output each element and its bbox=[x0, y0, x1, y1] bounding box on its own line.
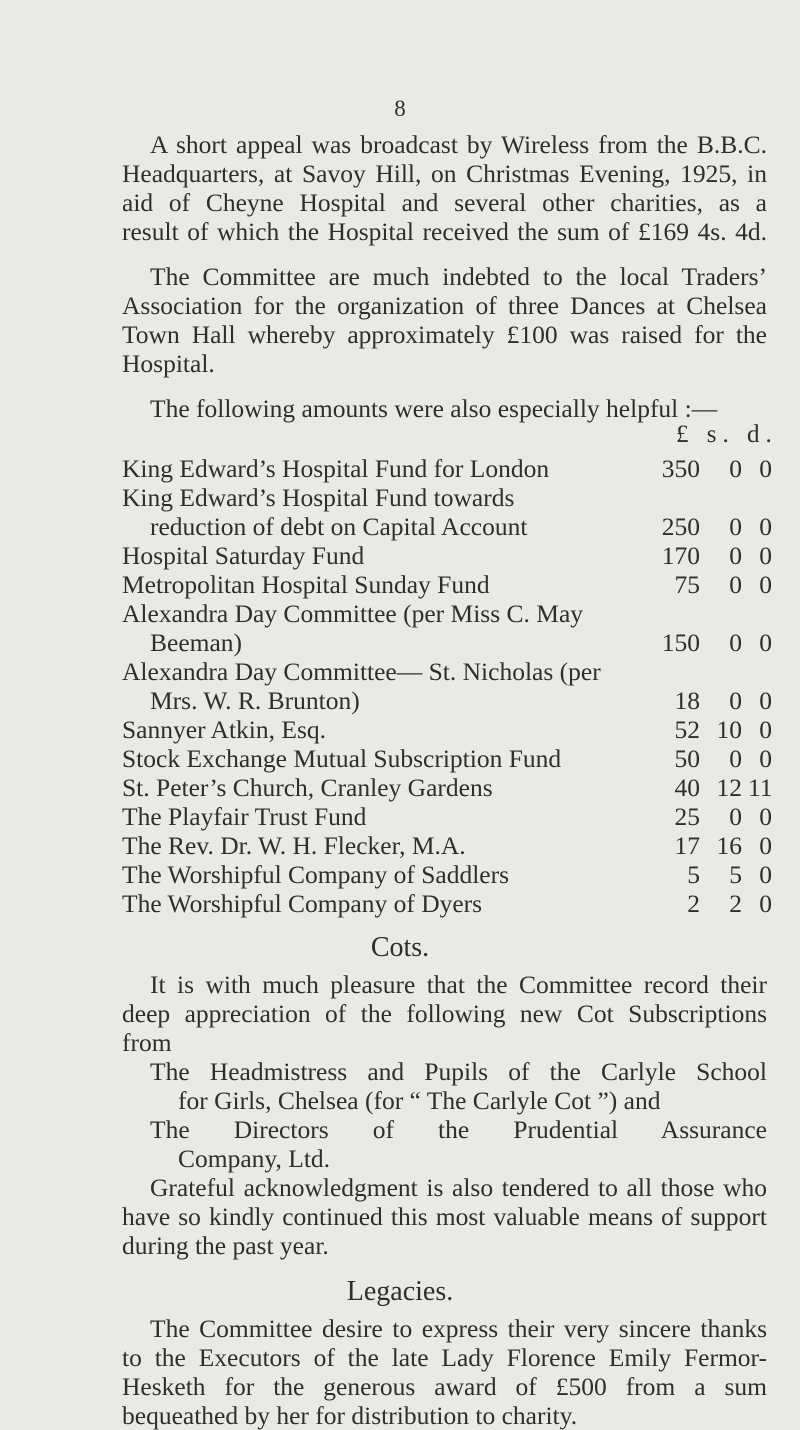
donation-shillings: 0 bbox=[729, 628, 742, 657]
paragraph-line: during the past year. bbox=[122, 1231, 329, 1260]
paragraph-line: Headquarters, at Savoy Hill, on Christmas Evening, 1925, in bbox=[122, 159, 767, 188]
currency-column-headers: £ s. d. bbox=[676, 421, 778, 448]
donation-row bbox=[122, 599, 772, 628]
donations-intro bbox=[122, 394, 767, 423]
paragraph-line: It is with much pleasure that the Committee record their bbox=[150, 970, 767, 999]
donation-row bbox=[122, 686, 772, 715]
cots-paragraph bbox=[122, 970, 767, 1057]
paragraph-line: have so kindly continued this most valuable means of support bbox=[122, 1202, 767, 1231]
cot-subscribers-list bbox=[122, 1057, 767, 1173]
paragraph-line: The Committee desire to express their very sincere thanks bbox=[150, 1314, 767, 1343]
donation-shillings: 12 bbox=[716, 773, 742, 802]
donation-label: Beeman) bbox=[150, 628, 243, 657]
donation-pence: 0 bbox=[759, 744, 772, 773]
donation-shillings: 0 bbox=[729, 570, 742, 599]
legacies-heading: Legacies. bbox=[346, 1276, 454, 1307]
paragraph-line: aid of Cheyne Hospital and several other charities, as a bbox=[122, 188, 767, 217]
donation-pounds: 2 bbox=[687, 889, 700, 918]
donation-label: Mrs. W. R. Brunton) bbox=[150, 686, 360, 715]
donation-label: Metropolitan Hospital Sunday Fund bbox=[122, 570, 490, 599]
donation-pence: 0 bbox=[759, 454, 772, 483]
paragraph-line: Hospital. bbox=[122, 349, 215, 378]
paragraph-line: from bbox=[122, 1028, 172, 1057]
donation-shillings: 0 bbox=[729, 686, 742, 715]
donation-pence: 11 bbox=[748, 773, 773, 802]
donation-label: The Rev. Dr. W. H. Flecker, M.A. bbox=[122, 831, 466, 860]
donation-shillings: 5 bbox=[729, 860, 742, 889]
donation-shillings: 16 bbox=[716, 831, 742, 860]
donation-label: Sannyer Atkin, Esq. bbox=[122, 715, 326, 744]
donation-row bbox=[122, 541, 772, 570]
donation-row bbox=[122, 860, 772, 889]
paragraph-line: Hesketh for the generous award of £500 from a sum bbox=[122, 1372, 767, 1401]
paragraph-line: Association for the organization of three Dances at Chelsea bbox=[122, 291, 767, 320]
donation-pence: 0 bbox=[759, 541, 772, 570]
donation-label: King Edward’s Hospital Fund towards bbox=[122, 483, 515, 512]
donation-label: The Playfair Trust Fund bbox=[122, 802, 367, 831]
donation-label: St. Peter’s Church, Cranley Gardens bbox=[122, 773, 493, 802]
donation-shillings: 0 bbox=[729, 744, 742, 773]
donation-pounds: 18 bbox=[674, 686, 700, 715]
donation-pounds: 170 bbox=[661, 541, 700, 570]
donation-row bbox=[122, 715, 772, 744]
donation-label: Hospital Saturday Fund bbox=[122, 541, 365, 570]
donation-pounds: 250 bbox=[661, 512, 700, 541]
donation-pounds: 52 bbox=[674, 715, 700, 744]
donation-pence: 0 bbox=[759, 715, 772, 744]
donation-pounds: 150 bbox=[661, 628, 700, 657]
donation-row bbox=[122, 454, 772, 483]
donation-label: reduction of debt on Capital Account bbox=[150, 512, 528, 541]
cot-subscriber-line: The Directors of the Prudential Assurance bbox=[150, 1115, 767, 1144]
donation-pence: 0 bbox=[759, 831, 772, 860]
donation-shillings: 0 bbox=[729, 541, 742, 570]
donation-shillings: 0 bbox=[729, 454, 742, 483]
donation-pounds: 75 bbox=[674, 570, 700, 599]
paragraph-line: to the Executors of the late Lady Florence Emily Fermor- bbox=[122, 1343, 767, 1372]
donation-row bbox=[122, 773, 772, 802]
donation-shillings: 0 bbox=[729, 802, 742, 831]
donation-pounds: 25 bbox=[674, 802, 700, 831]
donation-pence: 0 bbox=[759, 802, 772, 831]
donation-shillings: 2 bbox=[729, 889, 742, 918]
donation-row bbox=[122, 889, 772, 918]
traders-association-paragraph bbox=[122, 262, 767, 378]
cot-subscriber-line: Company, Ltd. bbox=[178, 1144, 331, 1173]
donation-label: Stock Exchange Mutual Subscription Fund bbox=[122, 744, 562, 773]
paragraph-line: The Committee are much indebted to the local Traders’ bbox=[150, 262, 767, 291]
cot-subscriber-line: for Girls, Chelsea (for “ The Carlyle Cot ”) and bbox=[178, 1086, 661, 1115]
paragraph-line: result of which the Hospital received the sum of £169 4s. 4d. bbox=[122, 217, 767, 246]
donation-pence: 0 bbox=[759, 686, 772, 715]
donation-pounds: 350 bbox=[661, 454, 700, 483]
donation-pence: 0 bbox=[759, 628, 772, 657]
donation-shillings: 10 bbox=[716, 715, 742, 744]
page-number: 8 bbox=[394, 96, 406, 121]
paragraph-line: deep appreciation of the following new Cot Subscriptions bbox=[122, 999, 767, 1028]
donation-pounds: 40 bbox=[674, 773, 700, 802]
donation-row bbox=[122, 628, 772, 657]
paragraph-line: A short appeal was broadcast by Wireless from the B.B.C. bbox=[150, 130, 767, 159]
donation-label: Alexandra Day Committee (per Miss C. May bbox=[122, 599, 584, 628]
cots-closing-paragraph bbox=[122, 1173, 767, 1260]
legacies-paragraph bbox=[122, 1314, 767, 1430]
donation-row bbox=[122, 744, 772, 773]
donation-row bbox=[122, 483, 772, 512]
donation-label: King Edward’s Hospital Fund for London bbox=[122, 454, 550, 483]
donation-pence: 0 bbox=[759, 860, 772, 889]
donation-row bbox=[122, 802, 772, 831]
paragraph-line: Grateful acknowledgment is also tendered to all those who bbox=[150, 1173, 767, 1202]
donation-pence: 0 bbox=[759, 570, 772, 599]
donation-row bbox=[122, 657, 772, 686]
donation-pounds: 17 bbox=[674, 831, 700, 860]
donation-shillings: 0 bbox=[729, 512, 742, 541]
cots-heading: Cots. bbox=[370, 932, 430, 963]
cot-subscriber-line: The Headmistress and Pupils of the Carlyle School bbox=[150, 1057, 767, 1086]
donation-label: Alexandra Day Committee— St. Nicholas (per bbox=[122, 657, 601, 686]
donation-pence: 0 bbox=[759, 512, 772, 541]
donation-pounds: 5 bbox=[687, 860, 700, 889]
donation-pounds: 50 bbox=[674, 744, 700, 773]
paragraph-line: bequeathed by her for distribution to charity. bbox=[122, 1401, 578, 1430]
donation-row bbox=[122, 831, 772, 860]
paragraph-line: Town Hall whereby approximately £100 was raised for the bbox=[122, 320, 767, 349]
donation-row bbox=[122, 570, 772, 599]
donations-intro-line: The following amounts were also especially helpful :— bbox=[150, 394, 718, 423]
donation-label: The Worshipful Company of Dyers bbox=[122, 889, 483, 918]
broadcast-appeal-paragraph bbox=[122, 130, 767, 246]
donation-pence: 0 bbox=[759, 889, 772, 918]
donation-row bbox=[122, 512, 772, 541]
donation-label: The Worshipful Company of Saddlers bbox=[122, 860, 510, 889]
